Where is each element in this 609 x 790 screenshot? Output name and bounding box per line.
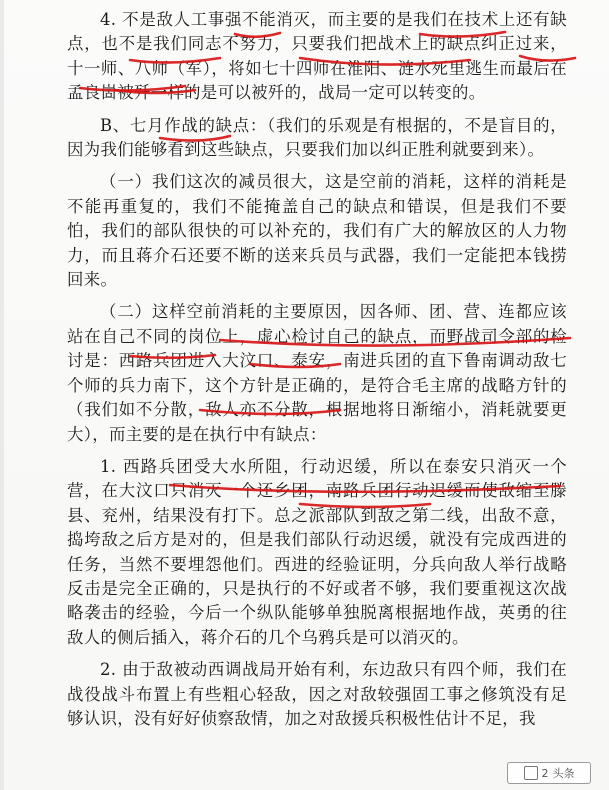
paragraph-6: 2. 由于敌被动西调战局开始有利，东边敌只有四个师，我们在战役战斗布置上有些粗心轻敌，因之对敌较强固工事之修筑没有足够认识，没有好好侦察敌情，加之对敌援兵积极性估计不足，我: [67, 660, 567, 728]
paragraph-4: （二）这样空前消耗的主要原因，因各师、团、营、连都应该站在自己不同的岗位上，虚心检讨自己的缺点，而野战司令部的检讨是：西路兵团进入大汶口、泰安，南进兵团的直下鲁南调动敌七个师的兵力南下，这个方针是正确的，是符合毛主席的战略方针的（我们如不分散，敌人亦不分散，根据地将日渐缩小，消耗就要更大），而主要的是在执行中有缺点：: [67, 302, 567, 444]
watermark-badge: [507, 762, 591, 784]
paragraph-3: （一）我们这次的减员很大，这是空前的消耗，这样的消耗是不能再重复的，我们不能掩盖自己的缺点和错误，但是我们不要怕，我们的部队很快的可以补充的，我们有广大的解放区的人力物力，而且蒋介石还要不断的送来兵员与武器，我们一定能把本钱捞回来。: [67, 172, 567, 290]
scan-edge: [0, 0, 4, 790]
paragraph-1: 4. 不是敌人工事强不能消灭，而主要的是我们在技术上还有缺点，也不是我们同志不努力，只要我们把战术上的缺点纠正过来，十一师、八师（军），将如七十四师在淮阳、涟水死里逃生而最后在孟良崮被歼一样的是可以被歼的，战局一定可以转变的。: [67, 10, 567, 103]
page-marker: 2: [541, 766, 549, 780]
paragraph-2: B、七月作战的缺点：（我们的乐观是有根据的，不是盲目的，因为我们能够看到这些缺点，只要我们加以纠正胜利就要到来）。: [67, 115, 567, 160]
document-body: [67, 8, 567, 739]
paragraph-5: 1. 西路兵团受大水所阻，行动迟缓，所以在泰安只消灭一个营，在大汶口只消灭一个还乡团，南路兵团行动迟缓而使敌缩至滕县、兖州，结果没有打下。总之派部队到敌之第二线，出敌不意，捣垮敌之后方是对的，但是我们部队行动迟缓，就没有完成西进的任务，当然不要埋怨他们。西进的经验证明，分兵向敌人举行战略反击是完全正确的，只是执行的不好或者不够，我们要重视这次战略袭击的经验，今后一个纵队能够单独脱离根据地作战，英勇的往敌人的侧后插入，蒋介石的几个乌鸦兵是可以消灭的。: [67, 456, 567, 647]
watermark-text: 头条: [552, 767, 575, 780]
page-icon: [524, 766, 538, 780]
